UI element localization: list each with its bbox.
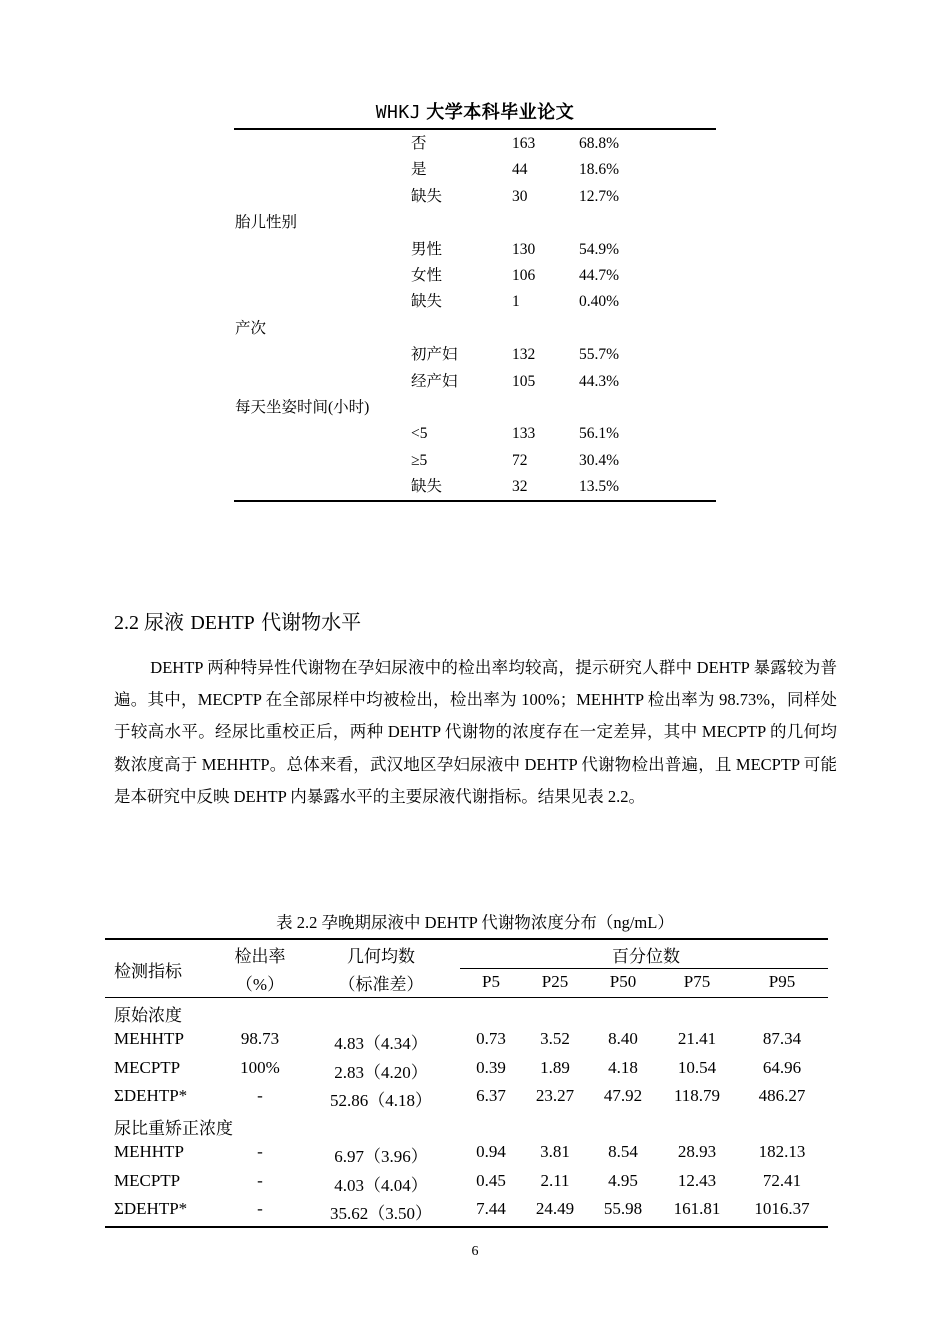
row-p5: 6.37 xyxy=(476,1086,506,1105)
row-p50: 47.92 xyxy=(603,1086,643,1105)
header-title-latin: WHKJ xyxy=(375,102,422,123)
row-percent: 18.6% xyxy=(579,161,620,179)
row-count: 132 xyxy=(512,346,536,364)
row-percent: 30.4% xyxy=(579,451,620,469)
row-indicator: MEHHTP xyxy=(114,1142,184,1161)
table-row xyxy=(234,210,716,236)
table-bottom-rule xyxy=(105,1226,828,1228)
header-rate-line1: 检出率 xyxy=(234,947,286,966)
header-percentiles: 百分位数 xyxy=(612,947,680,966)
row-percent: 44.3% xyxy=(579,372,620,390)
body-paragraph: DEHTP 两种特异性代谢物在孕妇尿液中的检出率均较高，提示研究人群中 DEHTP 暴露较为普遍。其中，MECPTP 在全部尿样中均被检出，检出率为 100%；MEHHTP 检出率为 98.73%，同样处于较高水平。经尿比重校正后，两种 DEHTP 代谢物的浓度存在一定差异，其中 MECPTP 的几何均数浓度高于 MEHHTP。总体来看，武汉地区孕妇尿液中 DEHTP 代谢物检出普遍，且 MECPTP 可能是本研究中反映 DEHTP 内暴露水平的主要尿液代谢指标。结果见表 2.2。 xyxy=(114,658,837,806)
row-indicator: ΣDEHTP* xyxy=(114,1199,188,1218)
table-header-rule xyxy=(105,997,828,998)
section-body xyxy=(114,652,837,813)
row-rate: 98.73 xyxy=(240,1029,280,1048)
row-percent: 13.5% xyxy=(579,478,620,496)
table-row xyxy=(234,263,716,289)
row-indicator: MECPTP xyxy=(114,1058,181,1077)
row-label: 产次 xyxy=(235,319,267,337)
row-category: 男性 xyxy=(411,240,443,258)
row-count: 133 xyxy=(512,425,536,443)
row-count: 44 xyxy=(512,161,528,179)
table-row xyxy=(234,316,716,342)
row-percent: 55.7% xyxy=(579,346,620,364)
row-count: 130 xyxy=(512,240,536,258)
row-p25: 3.81 xyxy=(540,1142,570,1161)
section-title-post: 代谢物水平 xyxy=(254,610,362,634)
row-indicator: ΣDEHTP* xyxy=(114,1086,188,1105)
row-category: 初产妇 xyxy=(411,346,458,364)
row-indicator: 原始浓度 xyxy=(114,1006,182,1025)
header-rate-line2: （%） xyxy=(235,975,285,994)
row-indicator: MECPTP xyxy=(114,1171,181,1190)
row-label: 胎儿性别 xyxy=(235,214,298,232)
row-category: 经产妇 xyxy=(411,372,458,390)
row-p5: 0.94 xyxy=(476,1142,506,1161)
row-rate: 100% xyxy=(240,1058,280,1077)
row-gm: 4.83（4.34） xyxy=(334,1034,428,1053)
row-count: 1 xyxy=(512,293,520,311)
row-percent: 56.1% xyxy=(579,425,620,443)
table-row xyxy=(234,184,716,210)
row-count: 105 xyxy=(512,372,536,390)
table-caption: 表 2.2 孕晚期尿液中 DEHTP 代谢物浓度分布（ng/mL） xyxy=(276,913,674,932)
table-row xyxy=(234,369,716,395)
row-rate: - xyxy=(257,1199,263,1218)
row-gm: 35.62（3.50） xyxy=(330,1204,432,1223)
table-row xyxy=(234,342,716,368)
row-category: 否 xyxy=(411,135,427,152)
percentile-header-rule xyxy=(460,968,828,969)
row-gm: 52.86（4.18） xyxy=(330,1091,432,1110)
header-rule xyxy=(234,128,716,130)
header-gm-line1: 几何均数 xyxy=(347,947,415,966)
row-p50: 8.54 xyxy=(608,1142,638,1161)
row-category: 是 xyxy=(411,161,427,179)
header-indicator: 检测指标 xyxy=(114,962,182,981)
row-gm: 6.97（3.96） xyxy=(334,1147,428,1166)
row-gm: 2.83（4.20） xyxy=(334,1063,428,1082)
row-p25: 24.49 xyxy=(535,1199,575,1218)
header-p5: P5 xyxy=(482,972,500,991)
demographics-table xyxy=(234,131,716,500)
row-percent: 54.9% xyxy=(579,240,620,258)
row-count: 106 xyxy=(512,266,536,284)
row-rate: - xyxy=(257,1171,263,1190)
table-row xyxy=(234,237,716,263)
row-category: <5 xyxy=(411,425,428,443)
table-row xyxy=(234,131,716,157)
row-p25: 3.52 xyxy=(540,1029,570,1048)
row-p50: 55.98 xyxy=(603,1199,643,1218)
row-rate: - xyxy=(257,1086,263,1105)
row-category: 缺失 xyxy=(411,478,443,496)
row-p75: 161.81 xyxy=(673,1199,721,1218)
row-indicator: MEHHTP xyxy=(114,1029,184,1048)
row-indicator: 尿比重矫正浓度 xyxy=(114,1119,233,1138)
row-p5: 0.73 xyxy=(476,1029,506,1048)
row-p75: 28.93 xyxy=(677,1142,717,1161)
row-category: 缺失 xyxy=(411,187,443,205)
section-heading xyxy=(114,606,361,635)
row-p50: 4.18 xyxy=(608,1058,638,1077)
section-title-latin: DEHTP xyxy=(190,612,255,634)
row-gm: 4.03（4.04） xyxy=(334,1176,428,1195)
section-title-pre: 尿液 xyxy=(144,610,191,634)
row-p25: 23.27 xyxy=(535,1086,575,1105)
row-p95: 486.27 xyxy=(758,1086,806,1105)
row-category: 女性 xyxy=(411,266,443,284)
row-p95: 1016.37 xyxy=(754,1199,810,1218)
row-count: 32 xyxy=(512,478,528,496)
row-p5: 7.44 xyxy=(476,1199,506,1218)
row-p5: 0.39 xyxy=(476,1058,506,1077)
row-rate: - xyxy=(257,1142,263,1161)
row-p95: 87.34 xyxy=(762,1029,802,1048)
table-row xyxy=(234,289,716,315)
row-p95: 72.41 xyxy=(762,1171,802,1190)
header-title-cjk: 大学本科毕业论文 xyxy=(426,102,575,123)
header-p50: P50 xyxy=(609,972,637,991)
row-p75: 21.41 xyxy=(677,1029,717,1048)
row-category: 缺失 xyxy=(411,293,443,311)
page-header-title xyxy=(0,98,950,124)
table-row xyxy=(234,474,716,500)
table-row xyxy=(234,448,716,474)
row-count: 72 xyxy=(512,451,528,469)
row-percent: 12.7% xyxy=(579,187,620,205)
row-percent: 44.7% xyxy=(579,266,620,284)
header-p75: P75 xyxy=(683,972,711,991)
table-bottom-rule xyxy=(234,500,716,502)
header-p95: P95 xyxy=(768,972,796,991)
row-percent: 68.8% xyxy=(579,135,620,152)
row-percent: 0.40% xyxy=(579,293,620,311)
header-p25: P25 xyxy=(541,972,569,991)
row-p75: 118.79 xyxy=(673,1086,721,1105)
row-p75: 10.54 xyxy=(677,1058,717,1077)
row-p75: 12.43 xyxy=(677,1171,717,1190)
row-label: 每天坐姿时间(小时) xyxy=(235,398,370,416)
row-category: ≥5 xyxy=(411,451,428,469)
row-p95: 64.96 xyxy=(762,1058,802,1077)
table-row xyxy=(234,421,716,447)
table-row xyxy=(234,157,716,183)
row-p50: 4.95 xyxy=(608,1171,638,1190)
row-count: 163 xyxy=(512,135,536,152)
table-row xyxy=(234,395,716,421)
section-number: 2.2 xyxy=(114,612,139,634)
row-count: 30 xyxy=(512,187,528,205)
row-p25: 1.89 xyxy=(540,1058,570,1077)
row-p50: 8.40 xyxy=(608,1029,638,1048)
row-p95: 182.13 xyxy=(758,1142,806,1161)
page-number: 6 xyxy=(471,1244,479,1259)
table-top-rule xyxy=(105,938,828,940)
row-p25: 2.11 xyxy=(540,1171,570,1190)
row-p5: 0.45 xyxy=(476,1171,506,1190)
header-gm-line2: （标准差） xyxy=(338,975,424,994)
